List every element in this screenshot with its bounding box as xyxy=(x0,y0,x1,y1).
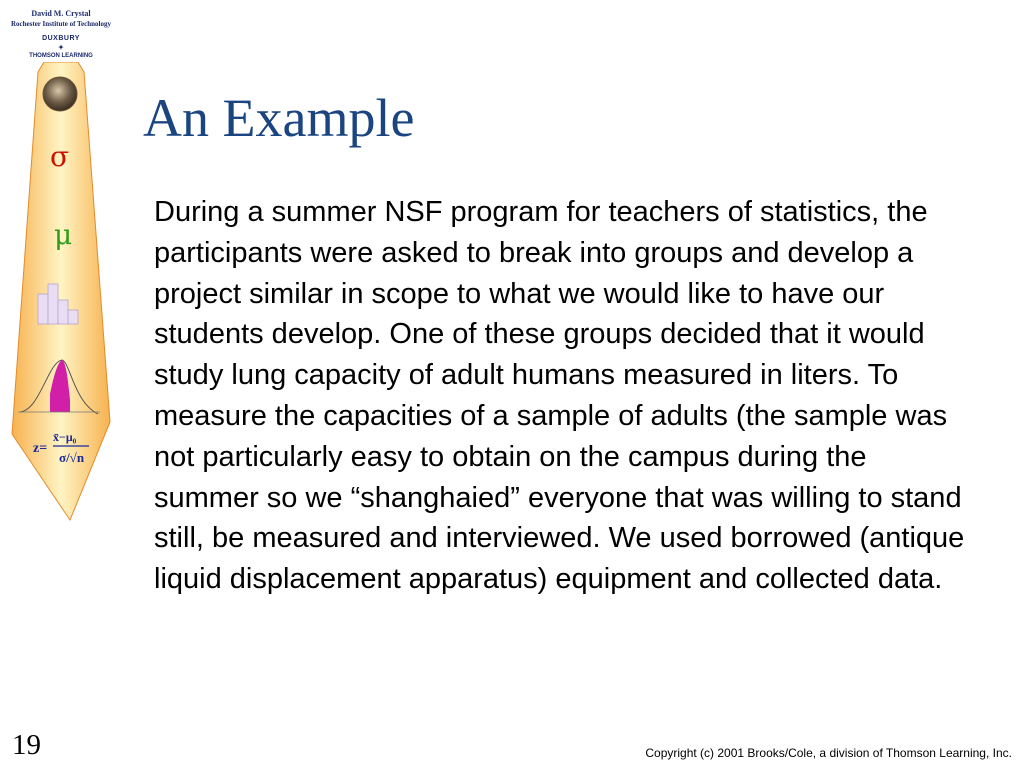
logo-institution: Rochester Institute of Technology xyxy=(10,20,111,28)
logo-star-icon: ✦ xyxy=(57,43,65,52)
logo-publisher-sub: THOMSON LEARNING xyxy=(29,53,93,59)
svg-text:x̄−μ₀: x̄−μ₀ xyxy=(53,430,77,444)
logo-publisher: DUXBURY xyxy=(42,35,80,42)
mu-symbol: μ xyxy=(54,218,73,251)
svg-text:z=: z= xyxy=(33,441,48,456)
slide-number: 19 xyxy=(12,729,41,761)
z-score-formula-icon xyxy=(33,428,93,475)
slide-body-paragraph: During a summer NSF program for teachers of statistics, the participants were asked to break into groups and develop a project similar in scope to what we would like to have our students develop. One of these groups decided that it would study lung capacity of adult humans measured in liters. To measure the capacities of a sample of adults (the sample was not particularly easy to obtain on the campus during the summer so we “shanghaied” everyone that was willing to stand still, be measured and interviewed. We used borrowed (antique liquid displacement apparatus) equipment and collected data. xyxy=(154,196,965,596)
publisher-logo xyxy=(0,8,122,62)
sigma-symbol: σ xyxy=(50,140,70,173)
copyright-notice: Copyright (c) 2001 Brooks/Cole, a division of Thomson Learning, Inc. xyxy=(645,746,1012,760)
logo-author: David M. Crystal xyxy=(31,9,91,18)
slide-title: An Example xyxy=(143,88,415,148)
globe-icon xyxy=(43,77,77,111)
svg-text:σ/√n: σ/√n xyxy=(59,450,85,465)
